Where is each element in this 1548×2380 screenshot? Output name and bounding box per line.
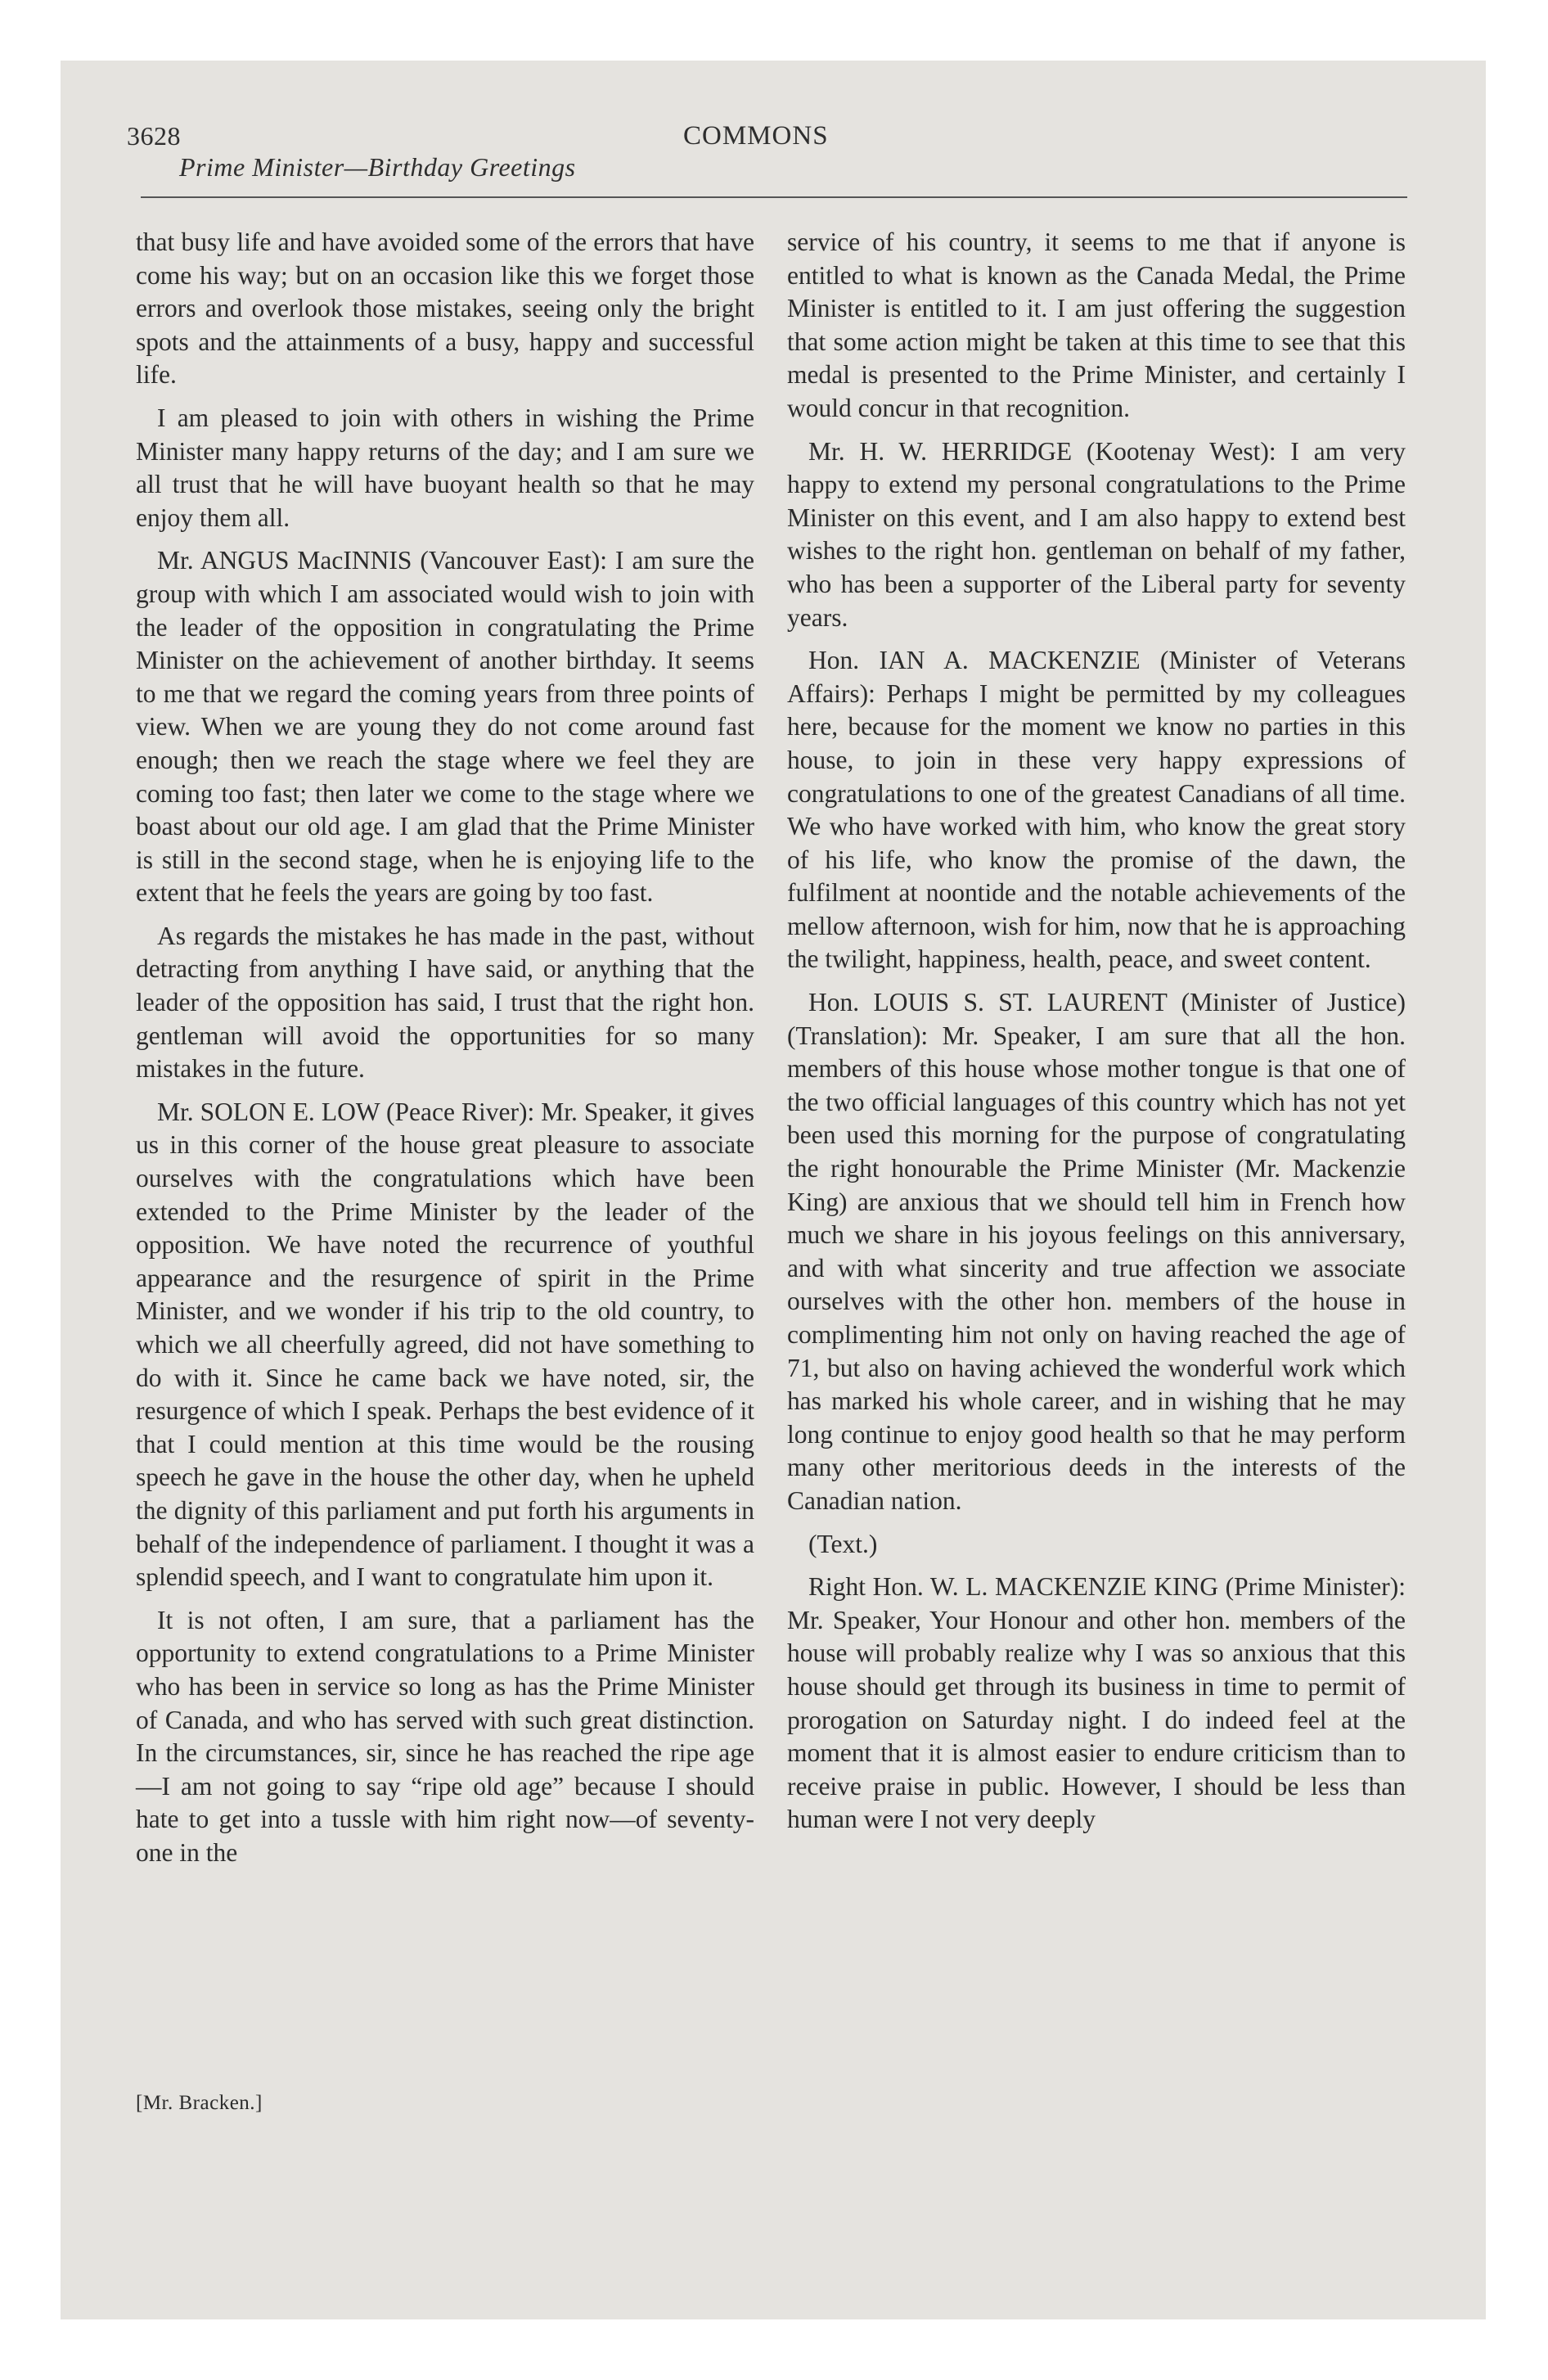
paragraph: Hon. LOUIS S. ST. LAURENT (Minister of Justice) (Translation): Mr. Speaker, I am sure that all the hon. members of this house whose mother tongue is that one of the two official languages of this country which has not yet been used this morning for the purpose of congratulating the right honourable the Prime Minister (Mr. Mackenzie King) are anxious that we should tell him in French how much we share in his joyous feelings on this anniversary, and with what sincerity and true affection we associate ourselves with the other hon. members of the house in complimenting him not only on having reached the age of 71, but also on having achieved the wonderful work which has marked his whole career, and in wishing that he may long continue to enjoy good health so that he may perform many other meritorious deeds in the interests of the Canadian nation. xyxy=(787,988,1406,1515)
paragraph: Hon. IAN A. MACKENZIE (Minister of Veterans Affairs): Perhaps I might be permitted by my colleagues here, because for the moment we know no parties in this house, to join in these very happy expressions of congratulations to one of the greatest Canadians of all time. We who have worked with him, who know the great story of his life, who know the promise of the dawn, the fulfilment at noontide and the notable achievements of the mellow afternoon, wish for him, now that he is approaching the twilight, happiness, health, peace, and sweet content. xyxy=(787,646,1406,974)
running-head xyxy=(127,121,1413,196)
paragraph: I am pleased to join with others in wishing the Prime Minister many happy returns of the day; and I am sure we all trust that he will have buoyant health so that he may enjoy them all. xyxy=(136,403,754,532)
page-number: 3628 xyxy=(127,121,181,151)
paragraph: Mr. H. W. HERRIDGE (Kootenay West): I am very happy to extend my personal congratulations to the Prime Minister on this event, and I am also happy to extend best wishes to the right hon. gentleman on behalf of my father, who has been a supporter of the Liberal party for seventy years. xyxy=(787,436,1406,632)
header-rule xyxy=(141,196,1407,198)
header-title: COMMONS xyxy=(683,121,829,151)
paragraph: It is not often, I am sure, that a parliament has the opportunity to extend congratulations to a Prime Minister who has been in service so long as has the Prime Minister of Canada, and who has served with such great distinction. In the circumstances, sir, since he has reached the ripe age—I am not going to say “ripe old age” because I should hate to get into a tussle with him right now—of seventy-one in the xyxy=(136,1605,754,1867)
paragraph: service of his country, it seems to me that if anyone is entitled to what is known as the Canada Medal, the Prime Minister is entitled to it. I am just offering the suggestion that some action might be taken at this time to see that this medal is presented to the Prime Minister, and certainly I would concur in that recognition. xyxy=(787,228,1406,422)
paragraph: Mr. SOLON E. LOW (Peace River): Mr. Speaker, it gives us in this corner of the house great pleasure to associate ourselves with the congratulations which have been extended to the Prime Minister by the leader of the opposition. We have noted the recurrence of youthful appearance and the resurgence of spirit in the Prime Minister, and we wonder if his trip to the old country, to which we all cheerfully agreed, did not have something to do with it. Since he came back we have noted, sir, the resurgence of which I speak. Perhaps the best evidence of it that I could mention at this time would be the rousing speech he gave in the house the other day, when he upheld the dignity of this parliament and put forth his arguments in behalf of the independence of parliament. I thought it was a splendid speech, and I want to congratulate him upon it. xyxy=(136,1097,754,1592)
left-column xyxy=(136,226,754,1880)
speaker-footer-tag: [Mr. Bracken.] xyxy=(136,2092,263,2114)
paragraph: As regards the mistakes he has made in the past, without detracting from anything I have said, or anything that the leader of the opposition has said, I trust that the right hon. gentleman will avoid the opportunities for so many mistakes in the future. xyxy=(136,921,754,1084)
paragraph: Mr. ANGUS MacINNIS (Vancouver East): I am sure the group with which I am associated would wish to join with the leader of the opposition in congratulating the Prime Minister on the achievement of another birthday. It seems to me that we regard the coming years from three points of view. When we are young they do not come around fast enough; then we reach the stage where we feel they are coming too fast; then later we come to the stage where we boast about our old age. I am glad that the Prime Minister is still in the second stage, when he is enjoying life to the extent that he feels the years are going by too fast. xyxy=(136,546,754,908)
right-column xyxy=(787,226,1406,1846)
header-subtitle: Prime Minister—Birthday Greetings xyxy=(179,152,576,182)
paragraph: Right Hon. W. L. MACKENZIE KING (Prime Minister): Mr. Speaker, Your Honour and other hon. members of the house will probably realize why I was so anxious that this house should get through its business in time to permit of prorogation on Saturday night. I do indeed feel at the moment that it is almost easier to endure criticism than to receive praise in public. However, I should be less than human were I not very deeply xyxy=(787,1572,1406,1834)
paragraph: (Text.) xyxy=(808,1529,878,1558)
paragraph: that busy life and have avoided some of the errors that have come his way; but on an occasion like this we forget those errors and overlook those mistakes, seeing only the bright spots and the attainments of a busy, happy and successful life. xyxy=(136,228,754,390)
